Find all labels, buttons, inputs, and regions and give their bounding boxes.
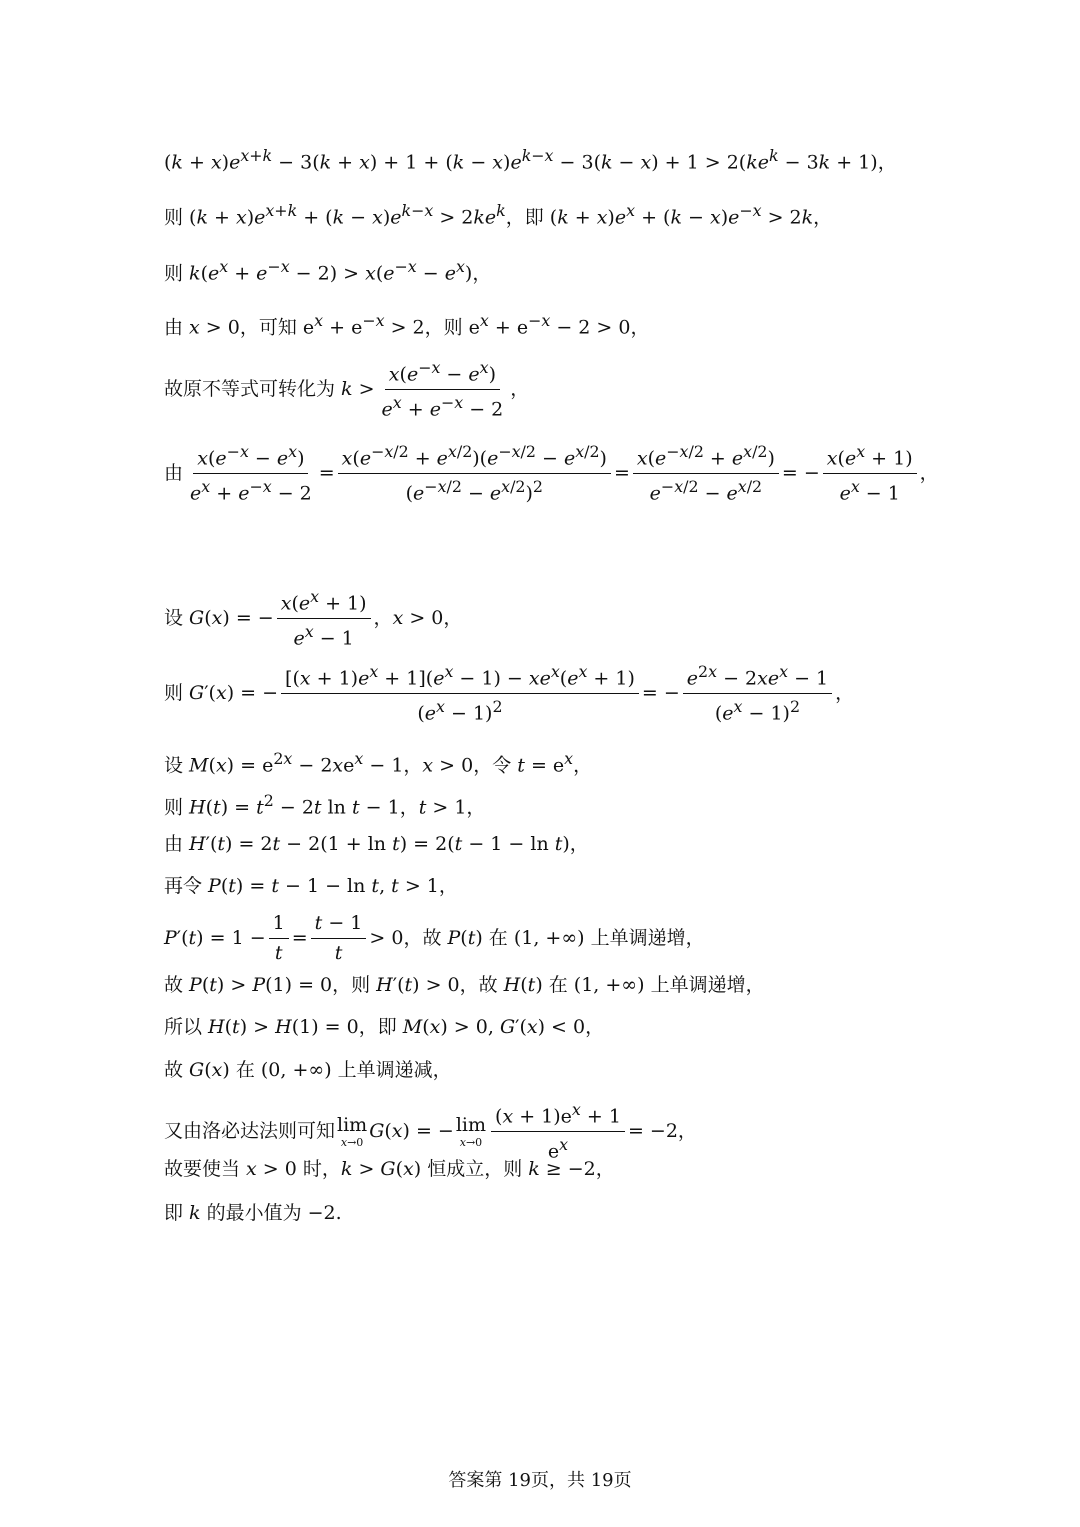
solution-line: 再令 P(t) = t − 1 − ln t, t > 1， [164,875,458,897]
solution-line: 故要使当 x > 0 时，k > G(x) 恒成立，则 k ≥ −2， [164,1158,615,1180]
solution-line: 故 G(x) 在 (0, +∞) 上单调递减， [164,1059,452,1081]
solution-line: 故原不等式可转化为 k > $\frac{x(e^{-x} - e^x)}{e^x + e^{-x} - 2}$ ， [164,358,530,421]
solution-line: 则 $(k + x)e^{x+k} + (k - x)e^{k-x} > 2ke^k$，即 $(k + x)e^x + (k - x)e^{-x} > 2k$， [164,201,833,229]
solution-line: P′(t) = 1 − $\frac{1}{t}$ = $\frac{t - 1}{t}$ > 0，故 P(t) 在 (1, +∞) 上单调递增， [164,912,705,964]
solution-line: 又由洛必达法则可知 lim x→0 G(x) = − lim x→0 $\frac{(x + 1)e^x + 1}{e^x}$ = −2， [164,1100,697,1163]
solution-line: $(k + x)e^{x+k} - 3(k + x) + 1 + (k - x)e^{k-x} - 3(k - x) + 1 > 2(ke^k - 3k + 1)$， [164,146,897,174]
solution-line: 由 x > 0，可知 $e^x + e^{-x} > 2$，则 $e^x + e^{-x} - 2 > 0$， [164,311,650,339]
solution-line: 则 G′(x) = − $\frac{[(x + 1)e^x + 1](e^x - 1) - xe^x(e^x + 1)}{(e^x - 1)^2}$ = − $\frac{e^{2x} - 2xe^x - 1}{(e^x - 1)^2}$ ， [164,662,855,725]
solution-line: 故 P(t) > P(1) = 0，则 H′(t) > 0，故 H(t) 在 (1, +∞) 上单调递增， [164,974,765,996]
solution-line: 则 $H(t) = t^2 - 2t$ ln t − 1，t > 1， [164,791,486,819]
solution-line: 所以 H(t) > H(1) = 0，即 M(x) > 0, G′(x) < 0， [164,1016,605,1038]
page-footer: 答案第 19页，共 19页 [448,1470,632,1491]
solution-line: 由 H′(t) = 2t − 2(1 + ln t) = 2(t − 1 − ln t)， [164,833,589,855]
solution-line: 设 $M(x) = e^{2x} - 2xe^x - 1$，x > 0，令 $t = e^x$， [164,749,593,777]
solution-line: 则 $k(e^x + e^{-x} - 2) > x(e^{-x} - e^x)$， [164,257,492,285]
solution-line: 即 k 的最小值为 −2. [164,1202,342,1224]
solution-line: 由 $\frac{x(e^{-x} - e^x)}{e^x + e^{-x} - 2}$ = $\frac{x(e^{-x/2} + e^{x/2})(e^{-x/2} - e^{x/2})}{(e^{-x/2} - e^{x/2})^2}$ = $\frac{x(e^{-x/2} + e^{x/2})}{e^{-x/2} - e^{x/2}}$ = − $\frac{x(e^x + 1)}{e^x - 1}$ ， [164,442,939,505]
solution-line: 设 G(x) = − $\frac{x(e^x + 1)}{e^x - 1}$ ，x > 0， [164,587,463,650]
